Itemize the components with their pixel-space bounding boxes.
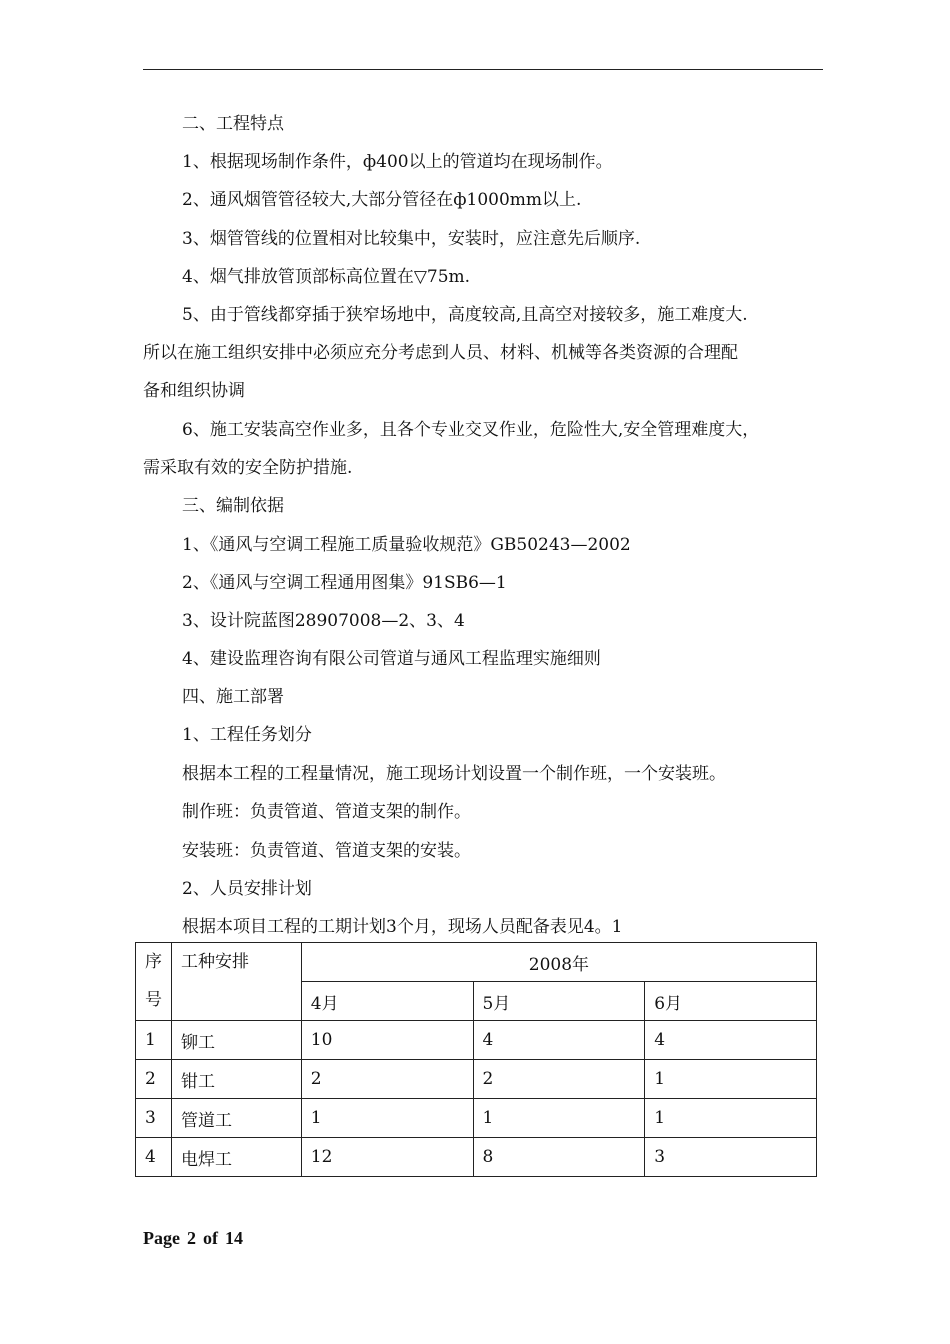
footer-page-number: 2	[186, 1228, 196, 1248]
seq-header-char: 号	[145, 990, 162, 1010]
table-header-row	[136, 943, 817, 982]
paragraph-line: 1、《通风与空调工程施工质量验收规范》GB50243—2002	[182, 535, 631, 555]
paragraph-line: 根据本工程的工程量情况，施工现场计划设置一个制作班，一个安装班。	[182, 764, 726, 784]
paragraph-line: 制作班：负责管道、管道支架的制作。	[182, 802, 471, 822]
paragraph-line: 所以在施工组织安排中必须应充分考虑到人员、材料、机械等各类资源的合理配	[143, 343, 738, 363]
value-cell: 4	[645, 1021, 817, 1060]
value-cell: 12	[301, 1138, 473, 1177]
year-header-cell: 2008年	[301, 943, 816, 982]
header-rule	[143, 69, 823, 70]
seq-header-cell	[136, 943, 172, 1021]
value-cell: 2	[473, 1060, 645, 1099]
subsection-heading: 1、工程任务划分	[182, 725, 312, 745]
value-cell: 1	[645, 1099, 817, 1138]
seq-cell: 4	[136, 1138, 172, 1177]
paragraph-line: 1、根据现场制作条件，ф400以上的管道均在现场制作。	[182, 152, 613, 172]
seq-header-char: 序	[145, 952, 162, 972]
table-row	[136, 1060, 817, 1099]
paragraph-line: 4、建设监理咨询有限公司管道与通风工程监理实施细则	[182, 649, 601, 669]
month-header-cell: 4月	[301, 982, 473, 1021]
value-cell: 3	[645, 1138, 817, 1177]
value-cell: 1	[645, 1060, 817, 1099]
type-cell: 电焊工	[171, 1138, 301, 1177]
section-heading: 四、施工部署	[182, 687, 284, 707]
value-cell: 8	[473, 1138, 645, 1177]
type-cell: 管道工	[171, 1099, 301, 1138]
value-cell: 2	[301, 1060, 473, 1099]
type-header-cell: 工种安排	[171, 943, 301, 1021]
month-header-cell: 5月	[473, 982, 645, 1021]
paragraph-line: 3、设计院蓝图28907008—2、3、4	[182, 611, 465, 631]
subsection-heading: 2、人员安排计划	[182, 879, 312, 899]
value-cell: 10	[301, 1021, 473, 1060]
paragraph-line: 需采取有效的安全防护措施.	[143, 458, 353, 478]
section-heading: 三、编制依据	[182, 496, 284, 516]
paragraph-line: 4、烟气排放管顶部标高位置在▽75m.	[182, 267, 471, 287]
month-header-cell: 6月	[645, 982, 817, 1021]
footer-page-word: Page	[143, 1228, 180, 1248]
paragraph-line: 6、施工安装高空作业多，且各个专业交叉作业，危险性大,安全管理难度大，	[182, 420, 760, 440]
table-row	[136, 1099, 817, 1138]
section-heading: 二、工程特点	[182, 114, 284, 134]
paragraph-line: 安装班：负责管道、管道支架的安装。	[182, 841, 471, 861]
paragraph-line: 备和组织协调	[143, 381, 245, 401]
seq-cell: 1	[136, 1021, 172, 1060]
paragraph-line: 3、烟管管线的位置相对比较集中，安装时，应注意先后顺序.	[182, 229, 641, 249]
value-cell: 4	[473, 1021, 645, 1060]
paragraph-line: 2、《通风与空调工程通用图集》91SB6—1	[182, 573, 507, 593]
page-footer	[143, 1228, 250, 1249]
footer-of-word: of	[202, 1228, 218, 1248]
table-row	[136, 1138, 817, 1177]
type-cell: 铆工	[171, 1021, 301, 1060]
seq-cell: 3	[136, 1099, 172, 1138]
value-cell: 1	[473, 1099, 645, 1138]
footer-total-pages: 14	[224, 1228, 243, 1248]
staffing-table	[135, 942, 817, 1177]
paragraph-line: 5、由于管线都穿插于狭窄场地中，高度较高,且高空对接较多，施工难度大.	[182, 305, 748, 325]
value-cell: 1	[301, 1099, 473, 1138]
type-cell: 钳工	[171, 1060, 301, 1099]
seq-cell: 2	[136, 1060, 172, 1099]
paragraph-line: 2、通风烟管管径较大,大部分管径在ф1000mm以上.	[182, 190, 582, 210]
paragraph-line: 根据本项目工程的工期计划3个月，现场人员配备表见4。1	[182, 917, 623, 937]
table-row	[136, 1021, 817, 1060]
